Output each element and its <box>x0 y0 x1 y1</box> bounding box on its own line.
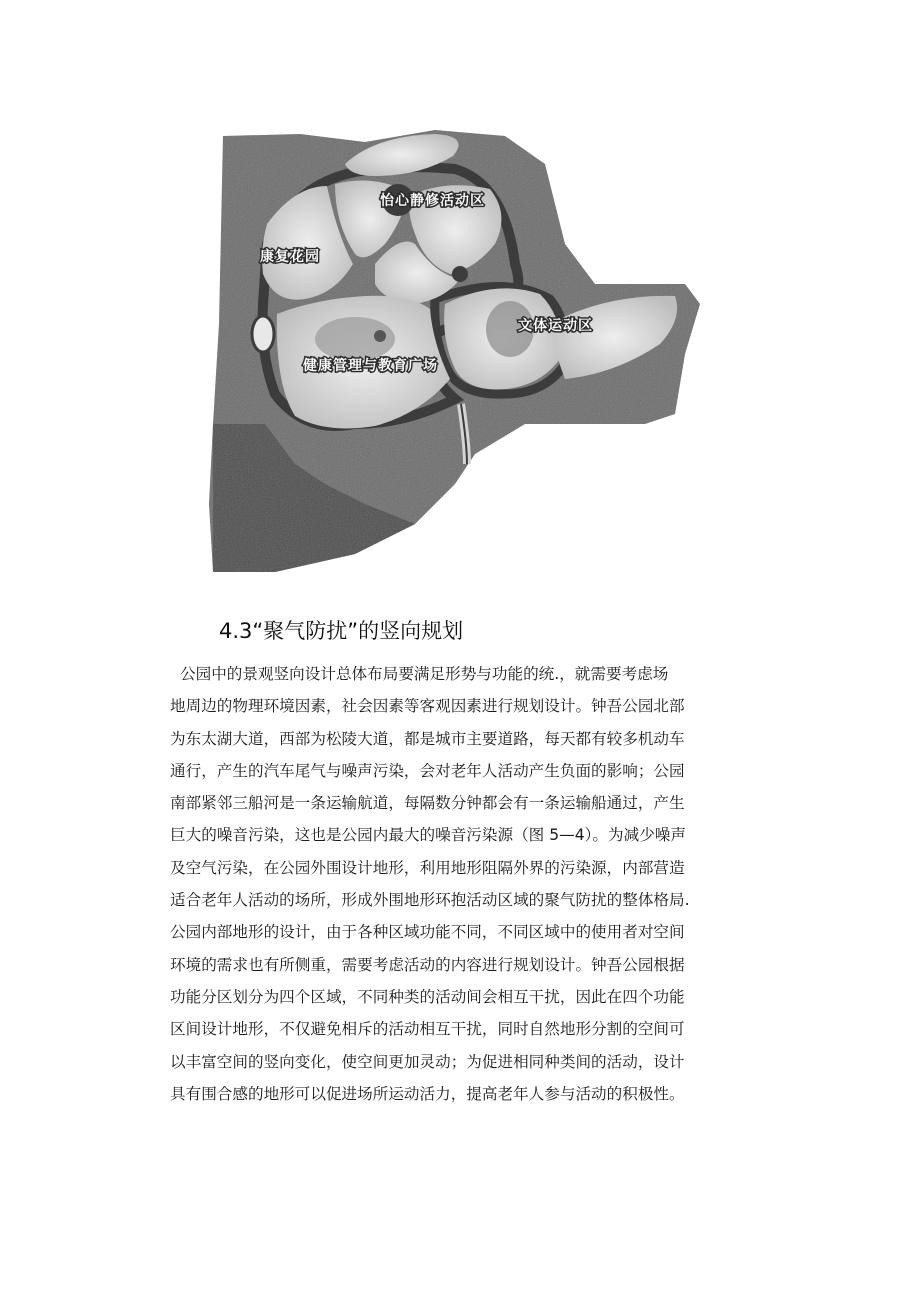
body-line: 通行，产生的汽车尾气与噪声污染，会对老年人活动产生负面的影响；公园 <box>170 761 685 780</box>
site-plan-image <box>205 124 705 574</box>
body-line: 公园中的景观竖向设计总体布局要满足形势与功能的统.，就需要考虑场 <box>180 665 669 683</box>
site-plan-figure <box>205 124 705 574</box>
body-line: 以丰富空间的竖向变化，使空间更加灵动；为促进相同种类间的活动，设计 <box>170 1052 685 1071</box>
section-title: “聚气防扰”的竖向规划 <box>252 619 464 643</box>
body-line: 功能分区划分为四个区域，不同种类的活动间会相互干扰，因此在四个功能 <box>170 987 685 1006</box>
body-line: 公园内部地形的设计，由于各种区域功能不同，不同区域中的使用者对空间 <box>170 923 685 942</box>
west-entrance-node <box>252 316 274 352</box>
body-line: 区间设计地形，不仅避免相斥的活动相互干扰，同时自然地形分割的空间可 <box>170 1020 685 1039</box>
label-south-plaza: 健康管理与教育广场 <box>303 358 438 374</box>
section-heading <box>219 615 463 645</box>
body-line: 地周边的物理环境因素，社会因素等客观因素进行规划设计。钟吾公园北部 <box>170 697 685 716</box>
label-west-garden: 康复花园 <box>260 249 320 265</box>
label-east-zone: 文体运动区 <box>518 318 593 334</box>
body-line: 及空气污染，在公园外围设计地形，利用地形阻隔外界的污染源，内部营造 <box>170 858 685 877</box>
label-north-zone: 怡心静修活动区 <box>380 193 485 209</box>
section-number: 4.3 <box>219 619 253 643</box>
body-line: 为东太湖大道，西部为松陵大道，都是城市主要道路，每天都有较多机动车 <box>170 729 685 748</box>
body-line: 环境的需求也有所侧重，需要考虑活动的内容进行规划设计。钟吾公园根据 <box>170 955 685 974</box>
body-line: 适合老年人活动的场所，形成外围地形环抱活动区域的聚气防扰的整体格局. <box>170 891 690 910</box>
body-paragraph <box>170 658 738 1110</box>
body-line: 南部紧邻三船河是一条运输航道，每隔数分钟都会有一条运输船通过，产生 <box>170 794 685 813</box>
body-line: 具有围合感的地形可以促进场所运动活力，提高老年人参与活动的积极性。 <box>170 1084 685 1103</box>
body-line: 巨大的噪音污染，这也是公园内最大的噪音污染源（图 5—4）。为减少噪声 <box>170 826 686 845</box>
